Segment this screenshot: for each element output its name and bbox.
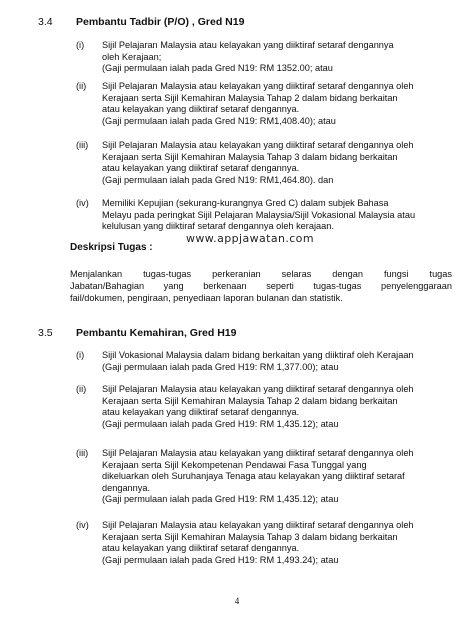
requirement-item [76,81,452,127]
item-line: Sijil Pelajaran Malaysia atau kelayakan yang diiktiraf setaraf dengannya oleh [102,520,414,530]
requirement-item [76,384,452,430]
item-line: atau kelayakan yang diiktiraf setaraf dengannya. [102,104,300,115]
item-line: (Gaji permulaan ialah pada Gred N19: RM1,464.80). dan [102,174,334,185]
item-line: Sijil Pelajaran Malaysia atau kelayakan yang diiktiraf setaraf dengannya [102,40,394,50]
item-line: (Gaji permulaan ialah pada Gred H19: RM 1,435.12); atau [102,494,339,505]
item-line: dengannya. [102,482,151,493]
item-line: Sijil Pelajaran Malaysia atau kelayakan yang diiktiraf setaraf dengannya oleh [102,140,414,150]
item-numeral: (iii) [76,140,89,150]
item-line: Sijil Vokasional Malaysia dalam bidang berkaitan yang diiktiraf oleh Kerajaan [102,350,414,360]
requirement-item [76,40,452,75]
item-line: Melayu pada peringkat Sijil Pelajaran Malaysia/Sijil Vokasional Malaysia atau [102,209,416,220]
item-numeral: (iv) [76,198,89,208]
requirement-item [76,198,452,233]
description-paragraph [70,268,452,304]
item-numeral: (iii) [76,448,89,458]
item-line: (Gaji permulaan ialah pada Gred H19: RM 1,493.24); atau [102,554,339,565]
requirement-item [76,448,452,506]
watermark-text: www.appjawatan.com [186,232,314,245]
item-numeral: (ii) [76,384,87,394]
item-line: Memiliki Kepujian (sekurang-kurangnya Gred C) dalam subjek Bahasa [102,198,389,208]
section-number: 3.5 [38,327,53,339]
item-line: atau kelayakan yang diiktiraf setaraf dengannya. [102,407,300,418]
item-line: Sijil Pelajaran Malaysia atau kelayakan yang diiktiraf setaraf dengannya oleh [102,448,414,458]
item-line: oleh Kerajaan; [102,51,162,62]
section-title: Pembantu Kemahiran, Gred H19 [76,327,237,339]
requirement-item [76,350,452,373]
item-numeral: (i) [76,350,85,360]
description-line: Jabatan/Bahagian yang berkenaan seperti tugas-tugas penyelenggaraan [70,281,452,291]
section-title: Pembantu Tadbir (P/O) , Gred N19 [76,16,245,28]
item-line: (Gaji permulaan ialah pada Gred N19: RM1,408.40); atau [102,115,336,126]
item-line: (Gaji permulaan ialah pada Gred N19: RM 1352.00; atau [102,63,333,74]
item-line: Kerajaan serta Sijil Kekompetenan Pendawai Fasa Tunggal yang [102,459,367,470]
item-line: dikeluarkan oleh Suruhanjaya Tenaga atau kelayakan yang diiktiraf setaraf [102,471,405,482]
description-line: fail/dokumen, pengiraan, penyediaan laporan bulanan dan statistik. [70,293,343,303]
item-line: Kerajaan serta Sijil Kemahiran Malaysia Tahap 3 dalam bidang berkaitan [102,531,398,542]
item-line: Kerajaan serta Sijil Kemahiran Malaysia Tahap 2 dalam bidang berkaitan [102,395,398,406]
item-line: Kerajaan serta Sijil Kemahiran Malaysia Tahap 2 dalam bidang berkaitan [102,92,398,103]
description-heading: Deskripsi Tugas : [70,242,153,253]
item-numeral: (iv) [76,520,89,530]
item-numeral: (ii) [76,81,87,91]
item-numeral: (i) [76,40,85,50]
requirement-item [76,140,452,186]
item-line: Sijil Pelajaran Malaysia atau kelayakan yang diiktiraf setaraf dengannya oleh [102,384,414,394]
item-line: (Gaji permulaan ialah pada Gred H19: RM 1,377.00); atau [102,361,339,372]
item-line: kelulusan yang diiktiraf setaraf dengannya oleh kerajaan. [102,221,334,232]
page-number: 4 [234,596,240,606]
item-line: Sijil Pelajaran Malaysia atau kelayakan yang diiktiraf setaraf dengannya oleh [102,81,414,91]
section-number: 3.4 [38,16,53,28]
description-line: Menjalankan tugas-tugas perkeranian selaras dengan fungsi tugas [70,269,452,279]
item-line: atau kelayakan yang diiktiraf setaraf dengannya. [102,163,300,174]
item-line: Kerajaan serta Sijil Kemahiran Malaysia Tahap 3 dalam bidang berkaitan [102,151,398,162]
item-line: (Gaji permulaan ialah pada Gred H19: RM 1,435.12); atau [102,418,339,429]
requirement-item [76,520,452,566]
item-line: atau kelayakan yang diiktiraf setaraf dengannya. [102,543,300,554]
